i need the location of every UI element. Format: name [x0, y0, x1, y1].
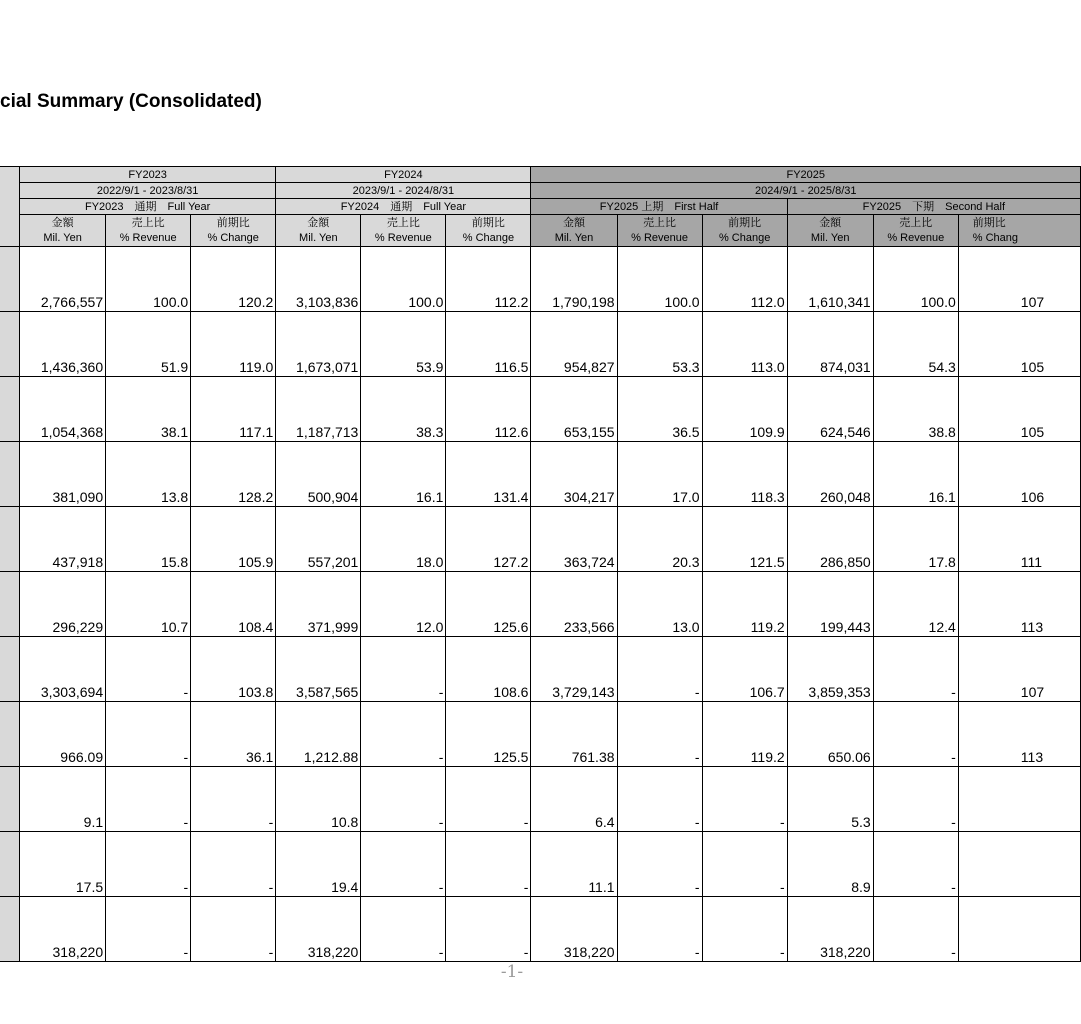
table-cell: 624,546 — [787, 377, 873, 442]
table-cell: 53.3 — [617, 312, 702, 377]
table-cell: 119.0 — [191, 312, 276, 377]
col-amount-en: Mil. Yen — [554, 231, 594, 244]
table-cell: - — [617, 832, 702, 897]
header-fy2025: FY2025 — [531, 167, 1081, 183]
page-title: cial Summary (Consolidated) — [0, 91, 262, 112]
header-fy2023: FY2023 — [20, 167, 276, 183]
table-cell: 112.0 — [702, 247, 787, 312]
table-cell: - — [873, 767, 958, 832]
table-cell: 10.8 — [276, 767, 361, 832]
table-cell: 113.0 — [702, 312, 787, 377]
table-cell: - — [617, 702, 702, 767]
table-cell — [958, 832, 1080, 897]
col-amount-jp: 金額 — [563, 216, 585, 229]
table-cell — [958, 897, 1080, 962]
col-amount-jp: 金額 — [819, 216, 842, 229]
table-cell: - — [617, 767, 702, 832]
table-cell: - — [702, 767, 787, 832]
table-cell: - — [702, 897, 787, 962]
table-cell: 8.9 — [787, 832, 873, 897]
table-cell: - — [106, 637, 191, 702]
table-cell: - — [873, 897, 958, 962]
col-amount — [20, 215, 106, 247]
row-category-cell — [0, 897, 20, 962]
col-revenue-en: % Revenue — [887, 231, 945, 244]
table-cell: 318,220 — [20, 897, 106, 962]
header-fy2025-range: 2024/9/1 - 2025/8/31 — [531, 183, 1081, 199]
col-amount-jp: 金額 — [51, 216, 74, 229]
table-cell: 1,212.88 — [276, 702, 361, 767]
table-cell: 17.5 — [20, 832, 106, 897]
header-fy2024-period: FY2024 通期 Full Year — [276, 199, 531, 215]
table-cell: 111 — [958, 507, 1080, 572]
table-cell: 100.0 — [106, 247, 191, 312]
table-cell: 112.2 — [446, 247, 531, 312]
table-cell: 12.0 — [361, 572, 446, 637]
header-fy2024: FY2024 — [276, 167, 531, 183]
table-cell: - — [873, 637, 958, 702]
table-cell: 131.4 — [446, 442, 531, 507]
table-cell: 20.3 — [617, 507, 702, 572]
row-category-cell — [0, 507, 20, 572]
table-cell: - — [446, 767, 531, 832]
table-cell: 6.4 — [531, 767, 617, 832]
table-cell: 127.2 — [446, 507, 531, 572]
table-cell: 874,031 — [787, 312, 873, 377]
table-cell: 116.5 — [446, 312, 531, 377]
table-cell: 557,201 — [276, 507, 361, 572]
col-revenue-jp: 売上比 — [643, 216, 677, 229]
table-cell: 3,103,836 — [276, 247, 361, 312]
col-amount-en: Mil. Yen — [43, 231, 82, 244]
table-row — [0, 702, 1081, 767]
table-cell: 304,217 — [531, 442, 617, 507]
table-cell: 105 — [958, 377, 1080, 442]
table-row — [0, 897, 1081, 962]
col-change-jp: 前期比 — [471, 216, 505, 229]
table-cell: 1,054,368 — [20, 377, 106, 442]
table-cell: 118.3 — [702, 442, 787, 507]
table-cell: 119.2 — [702, 702, 787, 767]
table-cell: 108.6 — [446, 637, 531, 702]
table-cell: 1,187,713 — [276, 377, 361, 442]
col-change — [958, 215, 1080, 247]
table-cell: 105.9 — [191, 507, 276, 572]
table-body — [0, 247, 1081, 962]
table-cell: 38.8 — [873, 377, 958, 442]
header-row-columns — [0, 215, 1081, 247]
table-cell: 2,766,557 — [20, 247, 106, 312]
col-revenue-jp: 売上比 — [131, 216, 165, 229]
table-cell: 17.8 — [873, 507, 958, 572]
row-category-cell — [0, 312, 20, 377]
table-cell: 318,220 — [276, 897, 361, 962]
table-cell: 15.8 — [106, 507, 191, 572]
header-fy2023-period: FY2023 通期 Full Year — [20, 199, 276, 215]
table-cell: 199,443 — [787, 572, 873, 637]
col-amount — [276, 215, 361, 247]
table-cell: - — [617, 637, 702, 702]
table-cell: 16.1 — [873, 442, 958, 507]
table-cell: 3,587,565 — [276, 637, 361, 702]
table-cell: 233,566 — [531, 572, 617, 637]
table-cell: - — [106, 897, 191, 962]
table-cell: 954,827 — [531, 312, 617, 377]
table-cell: 363,724 — [531, 507, 617, 572]
table-cell: 966.09 — [20, 702, 106, 767]
table-cell: - — [361, 637, 446, 702]
table-cell: 11.1 — [531, 832, 617, 897]
table-cell: - — [106, 702, 191, 767]
col-revenue — [106, 215, 191, 247]
table-cell: 17.0 — [617, 442, 702, 507]
table-cell: 105 — [958, 312, 1080, 377]
row-category-cell — [0, 832, 20, 897]
table-cell: 106 — [958, 442, 1080, 507]
row-category-cell — [0, 572, 20, 637]
table-cell: - — [446, 897, 531, 962]
col-revenue — [873, 215, 958, 247]
table-cell: 119.2 — [702, 572, 787, 637]
col-change-en: % Chang — [972, 231, 1019, 244]
table-cell: 51.9 — [106, 312, 191, 377]
table-row — [0, 767, 1081, 832]
table-cell: 3,303,694 — [20, 637, 106, 702]
row-category-cell — [0, 767, 20, 832]
table-cell: - — [106, 832, 191, 897]
table-cell: 107 — [958, 637, 1080, 702]
table-cell: 653,155 — [531, 377, 617, 442]
table-cell: 13.8 — [106, 442, 191, 507]
col-amount-en: Mil. Yen — [299, 231, 338, 244]
table-cell: 10.7 — [106, 572, 191, 637]
col-change-jp: 前期比 — [972, 216, 1006, 229]
table-cell: - — [191, 897, 276, 962]
table-cell: - — [106, 767, 191, 832]
table-cell: 437,918 — [20, 507, 106, 572]
table-cell: - — [191, 832, 276, 897]
col-change — [191, 215, 276, 247]
table-cell: - — [617, 897, 702, 962]
table-row — [0, 637, 1081, 702]
col-change-en: % Change — [718, 231, 771, 244]
table-cell: - — [446, 832, 531, 897]
table-cell: 125.5 — [446, 702, 531, 767]
table-cell: 9.1 — [20, 767, 106, 832]
table-cell: 260,048 — [787, 442, 873, 507]
table-cell: - — [191, 767, 276, 832]
table-cell: 54.3 — [873, 312, 958, 377]
table-cell: 36.5 — [617, 377, 702, 442]
table-cell: 371,999 — [276, 572, 361, 637]
row-category-cell — [0, 377, 20, 442]
financial-summary-table — [0, 166, 1081, 962]
table-cell: 761.38 — [531, 702, 617, 767]
table-cell: 107 — [958, 247, 1080, 312]
table-cell: 381,090 — [20, 442, 106, 507]
col-amount — [531, 215, 617, 247]
header-fy2025-second-half: FY2025 下期 Second Half — [787, 199, 1080, 215]
table-cell: 1,610,341 — [787, 247, 873, 312]
table-cell: 128.2 — [191, 442, 276, 507]
table-cell: - — [361, 897, 446, 962]
table-cell: 100.0 — [873, 247, 958, 312]
table-cell: 650.06 — [787, 702, 873, 767]
col-change — [702, 215, 787, 247]
row-category-cell — [0, 442, 20, 507]
table-cell: 100.0 — [361, 247, 446, 312]
header-row-date-range — [0, 183, 1081, 199]
table-cell: 109.9 — [702, 377, 787, 442]
col-revenue-en: % Revenue — [374, 231, 432, 244]
table-cell: 121.5 — [702, 507, 787, 572]
table-cell: 120.2 — [191, 247, 276, 312]
table-cell: 38.1 — [106, 377, 191, 442]
row-category-cell — [0, 637, 20, 702]
row-category-cell — [0, 247, 20, 312]
table-cell: 1,436,360 — [20, 312, 106, 377]
page-number: -1- — [500, 962, 524, 982]
col-change — [446, 215, 531, 247]
table-cell: 1,673,071 — [276, 312, 361, 377]
table-cell: 113 — [958, 572, 1080, 637]
row-category-cell — [0, 702, 20, 767]
category-header-cell — [0, 167, 20, 247]
table-cell: 13.0 — [617, 572, 702, 637]
table-cell: 108.4 — [191, 572, 276, 637]
table-cell: 5.3 — [787, 767, 873, 832]
table-cell: - — [361, 702, 446, 767]
header-row-fiscal-year — [0, 167, 1081, 183]
col-change-en: % Change — [207, 231, 259, 244]
col-amount — [787, 215, 873, 247]
col-change-jp: 前期比 — [728, 216, 762, 229]
table-cell: 103.8 — [191, 637, 276, 702]
table-cell: - — [873, 702, 958, 767]
col-amount-jp: 金額 — [307, 216, 330, 229]
table-cell: 296,229 — [20, 572, 106, 637]
col-revenue — [617, 215, 702, 247]
table-cell: 3,859,353 — [787, 637, 873, 702]
table-cell: 286,850 — [787, 507, 873, 572]
table-cell: 106.7 — [702, 637, 787, 702]
table-cell: 36.1 — [191, 702, 276, 767]
col-amount-en: Mil. Yen — [810, 231, 850, 244]
table-cell: 12.4 — [873, 572, 958, 637]
table-cell: 3,729,143 — [531, 637, 617, 702]
table-row — [0, 377, 1081, 442]
table-cell: 117.1 — [191, 377, 276, 442]
table-cell: 53.9 — [361, 312, 446, 377]
table-cell: 100.0 — [617, 247, 702, 312]
table-cell: 112.6 — [446, 377, 531, 442]
table-cell: - — [361, 832, 446, 897]
header-fy2025-first-half: FY2025 上期 First Half — [531, 199, 787, 215]
table-cell: 1,790,198 — [531, 247, 617, 312]
col-revenue — [361, 215, 446, 247]
financial-summary-table-wrap — [0, 166, 1045, 960]
table-cell: 318,220 — [787, 897, 873, 962]
header-fy2023-range: 2022/9/1 - 2023/8/31 — [20, 183, 276, 199]
table-row — [0, 572, 1081, 637]
table-row — [0, 832, 1081, 897]
col-revenue-jp: 売上比 — [386, 216, 420, 229]
table-cell — [958, 767, 1080, 832]
col-revenue-en: % Revenue — [631, 231, 688, 244]
table-cell: - — [873, 832, 958, 897]
col-change-jp: 前期比 — [216, 216, 250, 229]
table-cell: - — [702, 832, 787, 897]
table-row — [0, 442, 1081, 507]
table-cell: 38.3 — [361, 377, 446, 442]
table-cell: 125.6 — [446, 572, 531, 637]
col-revenue-jp: 売上比 — [899, 216, 933, 229]
table-cell: 16.1 — [361, 442, 446, 507]
col-change-en: % Change — [462, 231, 515, 244]
header-row-period — [0, 199, 1081, 215]
table-cell: 500,904 — [276, 442, 361, 507]
col-revenue-en: % Revenue — [119, 231, 177, 244]
table-row — [0, 247, 1081, 312]
table-cell: - — [361, 767, 446, 832]
table-row — [0, 507, 1081, 572]
table-cell: 19.4 — [276, 832, 361, 897]
table-cell: 318,220 — [531, 897, 617, 962]
table-row — [0, 312, 1081, 377]
table-cell: 113 — [958, 702, 1080, 767]
table-cell: 18.0 — [361, 507, 446, 572]
header-fy2024-range: 2023/9/1 - 2024/8/31 — [276, 183, 531, 199]
